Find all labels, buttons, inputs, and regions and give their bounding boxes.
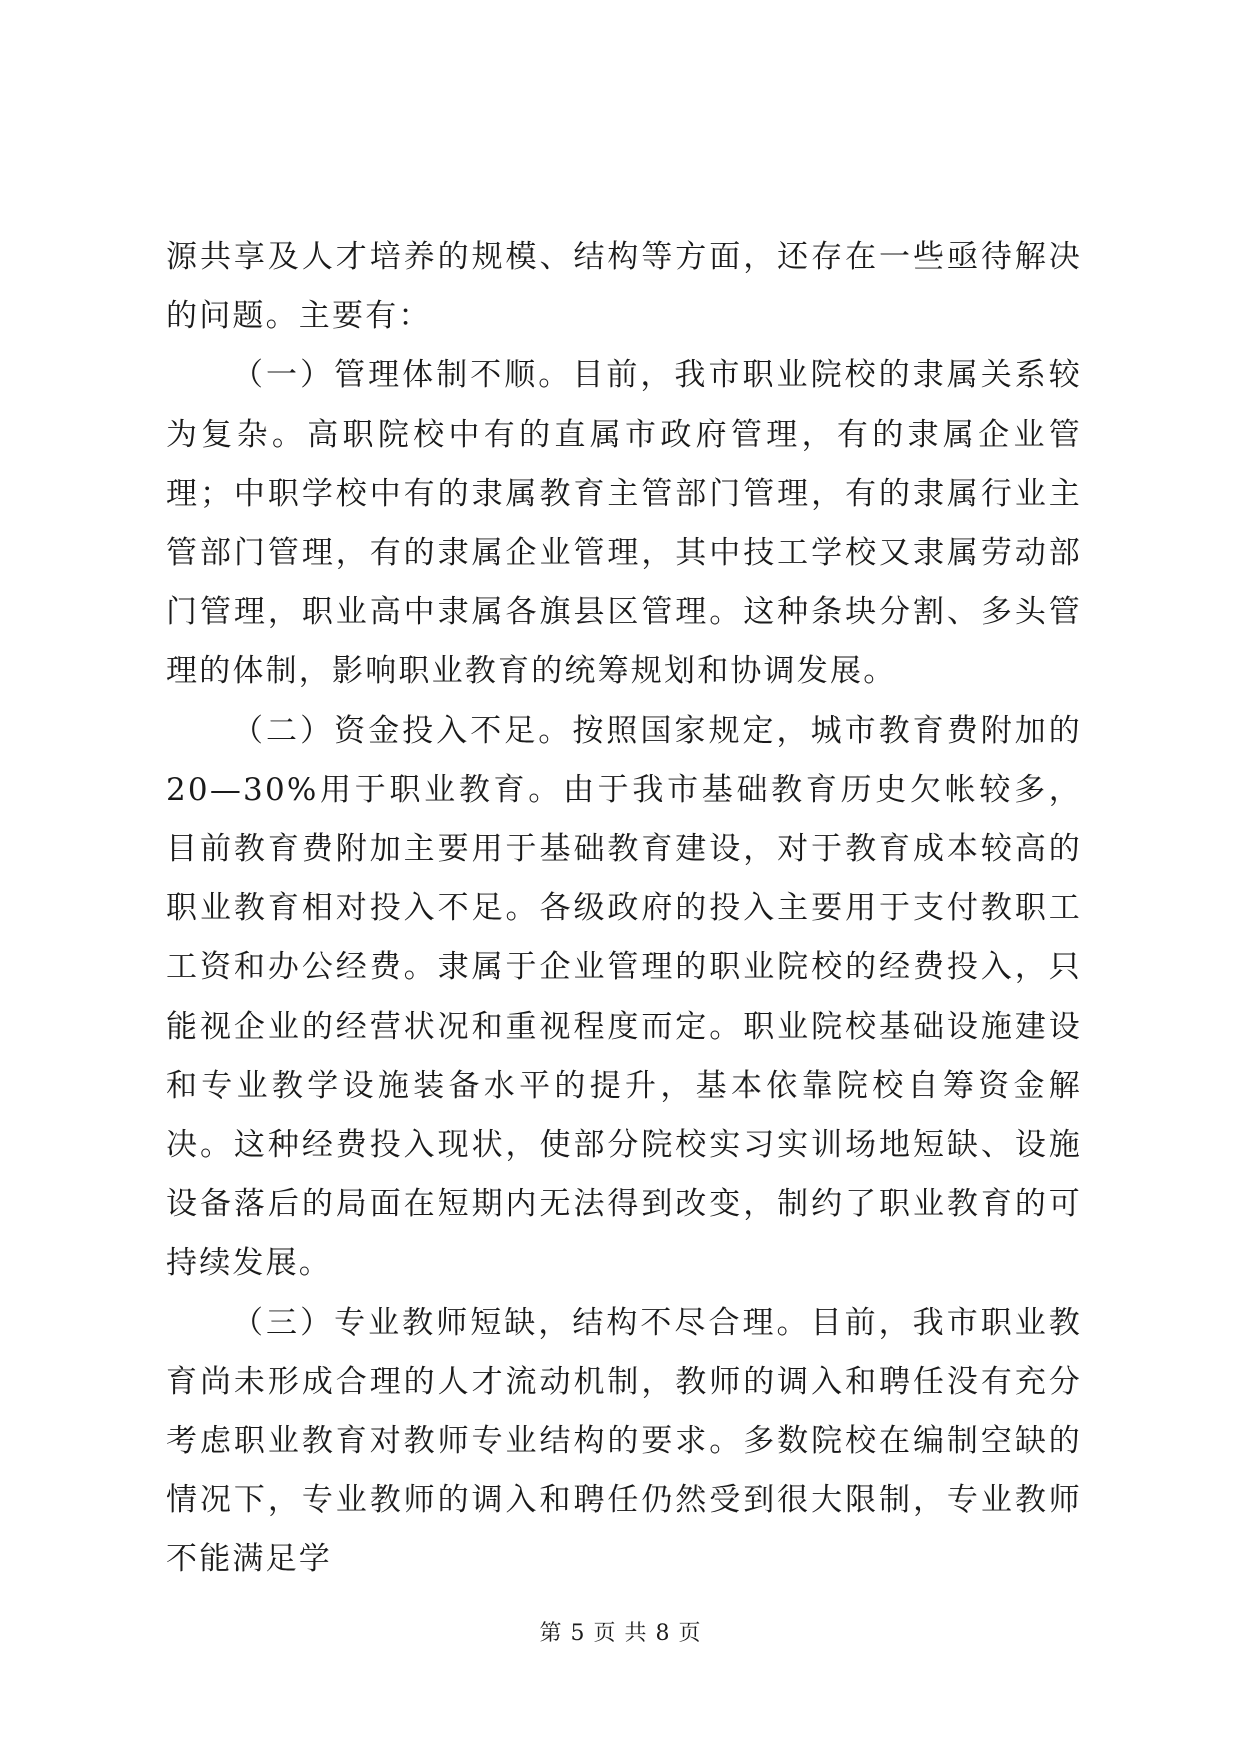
document-body [166,228,1082,1590]
paragraph-continuation: 源共享及人才培养的规模、结构等方面，还存在一些亟待解决的问题。主要有： [166,239,1082,335]
page-number-footer: 第 5 页 共 8 页 [539,1621,702,1646]
paragraph-issue-management: （一）管理体制不顺。目前，我市职业院校的隶属关系较为复杂。高职院校中有的直属市政府管理，有的隶属企业管理；中职学校中有的隶属教育主管部门管理，有的隶属行业主管部门管理，有的隶属企业管理，其中技工学校又隶属劳动部门管理，职业高中隶属各旗县区管理。这种条块分割、多头管理的体制，影响职业教育的统筹规划和协调发展。 [166,357,1082,690]
paragraph-issue-funding: （二）资金投入不足。按照国家规定，城市教育费附加的20—30%用于职业教育。由于我市基础教育历史欠帐较多，目前教育费附加主要用于基础教育建设，对于教育成本较高的职业教育相对投入不足。各级政府的投入主要用于支付教职工工资和办公经费。隶属于企业管理的职业院校的经费投入，只能视企业的经营状况和重视程度而定。职业院校基础设施建设和专业教学设施装备水平的提升，基本依靠院校自筹资金解决。这种经费投入现状，使部分院校实习实训场地短缺、设施设备落后的局面在短期内无法得到改变，制约了职业教育的可持续发展。 [166,712,1082,1282]
paragraph-issue-teachers: （三）专业教师短缺，结构不尽合理。目前，我市职业教育尚未形成合理的人才流动机制，教师的调入和聘任没有充分考虑职业教育对教师专业结构的要求。多数院校在编制空缺的情况下，专业教师的调入和聘任仍然受到很大限制，专业教师不能满足学 [166,1304,1082,1578]
